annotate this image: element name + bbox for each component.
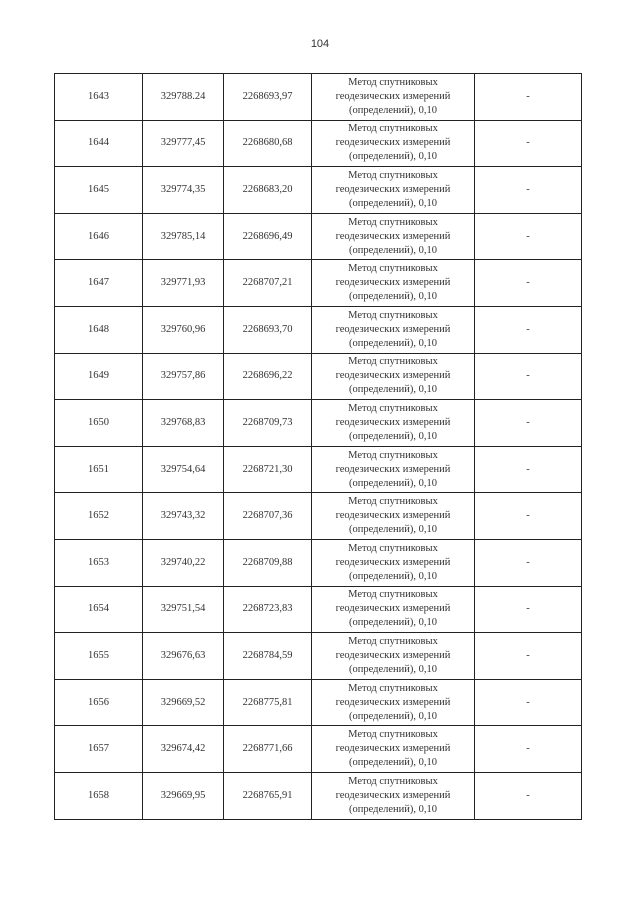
- method-cell: [312, 772, 475, 819]
- y-coordinate-cell: 2268765,91: [224, 772, 312, 819]
- y-coordinate-cell: 2268693,97: [224, 74, 312, 121]
- point-number-cell: 1657: [55, 726, 143, 773]
- x-coordinate-cell: 329785,14: [143, 213, 224, 260]
- table-row: [55, 586, 582, 633]
- point-number-cell: 1658: [55, 772, 143, 819]
- method-line: геодезических измерений: [335, 183, 451, 195]
- x-coordinate-cell: 329771,93: [143, 260, 224, 307]
- x-coordinate-cell: 329754,64: [143, 446, 224, 493]
- method-cell: [312, 726, 475, 773]
- table-row: [55, 400, 582, 447]
- method-line: Метод спутниковых: [348, 76, 438, 88]
- method-line: Метод спутниковых: [348, 216, 438, 228]
- table-row: [55, 679, 582, 726]
- point-number-cell: 1651: [55, 446, 143, 493]
- method-cell: [312, 539, 475, 586]
- table-row: [55, 353, 582, 400]
- method-line: Метод спутниковых: [348, 589, 438, 601]
- note-cell: -: [475, 260, 582, 307]
- method-line: геодезических измерений: [335, 323, 451, 335]
- x-coordinate-cell: 329768,83: [143, 400, 224, 447]
- note-cell: -: [475, 633, 582, 680]
- method-line: (определений), 0,10: [348, 337, 438, 349]
- method-cell: [312, 213, 475, 260]
- method-line: Метод спутниковых: [348, 682, 438, 694]
- method-line: геодезических измерений: [335, 510, 451, 522]
- method-line: (определений), 0,10: [348, 663, 438, 675]
- note-cell: -: [475, 726, 582, 773]
- note-cell: -: [475, 306, 582, 353]
- y-coordinate-cell: 2268693,70: [224, 306, 312, 353]
- point-number-cell: 1648: [55, 306, 143, 353]
- method-line: геодезических измерений: [335, 416, 451, 428]
- method-line: геодезических измерений: [335, 463, 451, 475]
- method-cell: [312, 167, 475, 214]
- method-line: Метод спутниковых: [348, 402, 438, 414]
- method-line: (определений), 0,10: [348, 197, 438, 209]
- method-line: Метод спутниковых: [348, 449, 438, 461]
- method-line: (определений), 0,10: [348, 617, 438, 629]
- y-coordinate-cell: 2268707,21: [224, 260, 312, 307]
- note-cell: -: [475, 539, 582, 586]
- table-row: [55, 772, 582, 819]
- x-coordinate-cell: 329669,52: [143, 679, 224, 726]
- method-cell: [312, 306, 475, 353]
- method-line: Метод спутниковых: [348, 775, 438, 787]
- method-line: Метод спутниковых: [348, 356, 438, 368]
- method-cell: [312, 493, 475, 540]
- point-number-cell: 1643: [55, 74, 143, 121]
- method-line: (определений), 0,10: [348, 244, 438, 256]
- method-line: геодезических измерений: [335, 137, 451, 149]
- table-row: [55, 726, 582, 773]
- method-cell: [312, 400, 475, 447]
- table-row: [55, 539, 582, 586]
- y-coordinate-cell: 2268696,49: [224, 213, 312, 260]
- y-coordinate-cell: 2268709,88: [224, 539, 312, 586]
- method-cell: [312, 120, 475, 167]
- y-coordinate-cell: 2268696,22: [224, 353, 312, 400]
- method-line: (определений), 0,10: [348, 570, 438, 582]
- x-coordinate-cell: 329674,42: [143, 726, 224, 773]
- note-cell: -: [475, 446, 582, 493]
- table-row: [55, 633, 582, 680]
- note-cell: -: [475, 679, 582, 726]
- y-coordinate-cell: 2268707,36: [224, 493, 312, 540]
- x-coordinate-cell: 329777,45: [143, 120, 224, 167]
- table-row: [55, 120, 582, 167]
- x-coordinate-cell: 329669,95: [143, 772, 224, 819]
- method-line: геодезических измерений: [335, 370, 451, 382]
- method-line: Метод спутниковых: [348, 542, 438, 554]
- point-number-cell: 1654: [55, 586, 143, 633]
- y-coordinate-cell: 2268771,66: [224, 726, 312, 773]
- coordinates-table: [54, 73, 582, 820]
- method-line: Метод спутниковых: [348, 169, 438, 181]
- method-cell: [312, 446, 475, 493]
- method-line: Метод спутниковых: [348, 729, 438, 741]
- point-number-cell: 1653: [55, 539, 143, 586]
- note-cell: -: [475, 167, 582, 214]
- table-row: [55, 167, 582, 214]
- method-cell: [312, 679, 475, 726]
- method-line: (определений), 0,10: [348, 104, 438, 116]
- method-line: геодезических измерений: [335, 90, 451, 102]
- point-number-cell: 1645: [55, 167, 143, 214]
- point-number-cell: 1647: [55, 260, 143, 307]
- y-coordinate-cell: 2268721,30: [224, 446, 312, 493]
- point-number-cell: 1652: [55, 493, 143, 540]
- method-line: Метод спутниковых: [348, 309, 438, 321]
- x-coordinate-cell: 329740,22: [143, 539, 224, 586]
- method-line: геодезических измерений: [335, 277, 451, 289]
- table-row: [55, 306, 582, 353]
- method-line: (определений), 0,10: [348, 430, 438, 442]
- method-line: (определений), 0,10: [348, 803, 438, 815]
- method-line: геодезических измерений: [335, 696, 451, 708]
- method-line: геодезических измерений: [335, 789, 451, 801]
- note-cell: -: [475, 400, 582, 447]
- method-cell: [312, 353, 475, 400]
- method-cell: [312, 633, 475, 680]
- note-cell: -: [475, 74, 582, 121]
- y-coordinate-cell: 2268723,83: [224, 586, 312, 633]
- method-line: Метод спутниковых: [348, 263, 438, 275]
- note-cell: -: [475, 772, 582, 819]
- method-line: Метод спутниковых: [348, 496, 438, 508]
- method-line: (определений), 0,10: [348, 151, 438, 163]
- note-cell: -: [475, 213, 582, 260]
- x-coordinate-cell: 329757,86: [143, 353, 224, 400]
- note-cell: -: [475, 586, 582, 633]
- method-line: Метод спутниковых: [348, 635, 438, 647]
- point-number-cell: 1644: [55, 120, 143, 167]
- table-row: [55, 74, 582, 121]
- point-number-cell: 1649: [55, 353, 143, 400]
- method-cell: [312, 586, 475, 633]
- table-row: [55, 213, 582, 260]
- x-coordinate-cell: 329743,32: [143, 493, 224, 540]
- method-line: (определений), 0,10: [348, 477, 438, 489]
- x-coordinate-cell: 329676,63: [143, 633, 224, 680]
- x-coordinate-cell: 329788.24: [143, 74, 224, 121]
- method-line: геодезических измерений: [335, 556, 451, 568]
- point-number-cell: 1650: [55, 400, 143, 447]
- method-line: геодезических измерений: [335, 230, 451, 242]
- coordinates-table-body: [55, 74, 582, 820]
- method-line: (определений), 0,10: [348, 384, 438, 396]
- x-coordinate-cell: 329760,96: [143, 306, 224, 353]
- point-number-cell: 1646: [55, 213, 143, 260]
- table-row: [55, 446, 582, 493]
- method-line: (определений), 0,10: [348, 291, 438, 303]
- y-coordinate-cell: 2268680,68: [224, 120, 312, 167]
- note-cell: -: [475, 353, 582, 400]
- note-cell: -: [475, 493, 582, 540]
- method-line: геодезических измерений: [335, 649, 451, 661]
- y-coordinate-cell: 2268775,81: [224, 679, 312, 726]
- method-line: геодезических измерений: [335, 743, 451, 755]
- method-line: Метод спутниковых: [348, 123, 438, 135]
- note-cell: -: [475, 120, 582, 167]
- method-line: геодезических измерений: [335, 603, 451, 615]
- x-coordinate-cell: 329751,54: [143, 586, 224, 633]
- y-coordinate-cell: 2268709,73: [224, 400, 312, 447]
- y-coordinate-cell: 2268683,20: [224, 167, 312, 214]
- method-line: (определений), 0,10: [348, 710, 438, 722]
- point-number-cell: 1655: [55, 633, 143, 680]
- method-cell: [312, 260, 475, 307]
- table-row: [55, 260, 582, 307]
- x-coordinate-cell: 329774,35: [143, 167, 224, 214]
- y-coordinate-cell: 2268784,59: [224, 633, 312, 680]
- method-cell: [312, 74, 475, 121]
- method-line: (определений), 0,10: [348, 524, 438, 536]
- point-number-cell: 1656: [55, 679, 143, 726]
- method-line: (определений), 0,10: [348, 757, 438, 769]
- table-row: [55, 493, 582, 540]
- page-number: 104: [310, 38, 330, 50]
